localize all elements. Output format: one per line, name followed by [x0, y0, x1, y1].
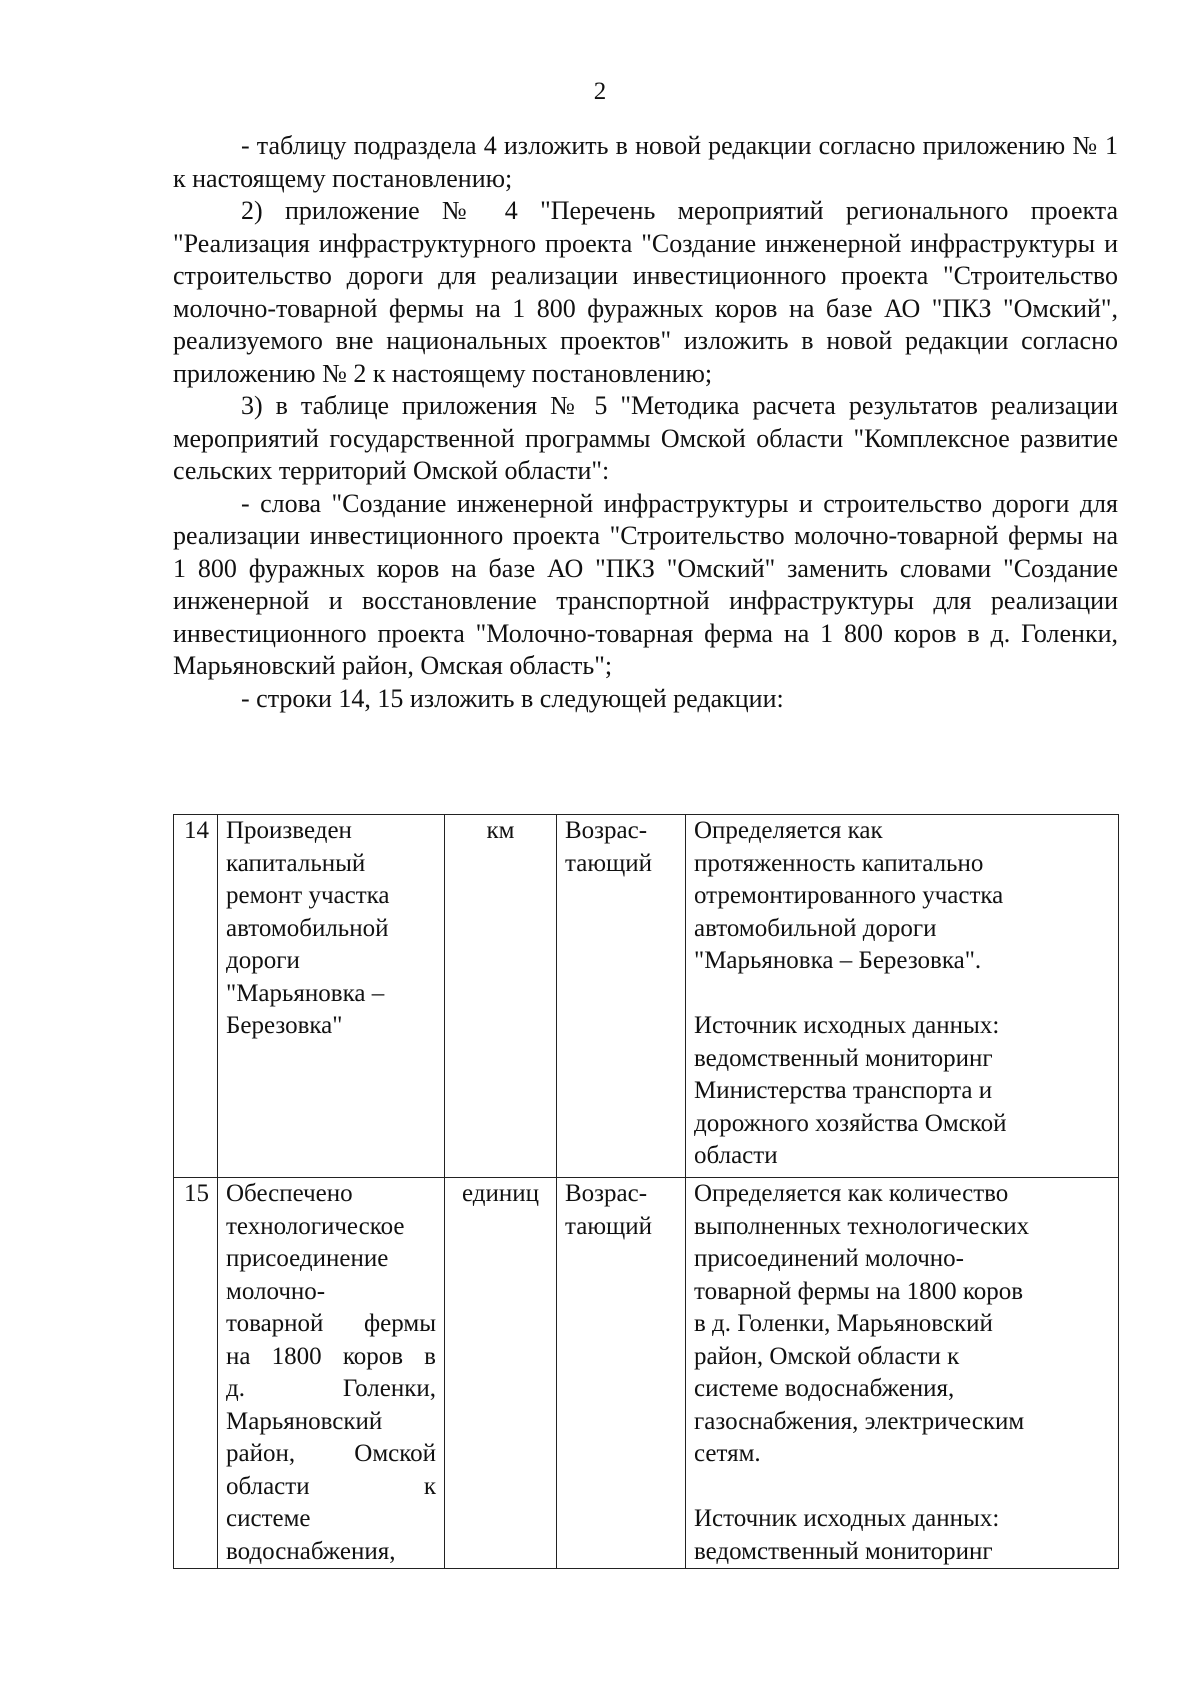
paragraph-appendix-5: 3) в таблице приложения № 5 "Методика расчета результатов реализации мероприятий государственной программы Омской области "Комплексное развитие сельских территорий Омской области": — [173, 391, 1118, 485]
desc-gap — [694, 1471, 1110, 1504]
desc-line: район, Омской области к — [694, 1342, 960, 1370]
unit-cell: км — [445, 815, 557, 1178]
desc-line: "Марьяновка – Березовка". — [694, 947, 982, 974]
source-line: ведомственный мониторинг — [694, 1537, 993, 1565]
name-line: дороги — [226, 947, 300, 974]
name-line: Произведен — [226, 817, 352, 844]
desc-line: в д. Голенки, Марьяновский — [694, 1310, 993, 1337]
desc-line: выполненных технологических — [694, 1212, 1030, 1240]
name-line: Обеспечено — [226, 1180, 353, 1207]
name-line: системе — [226, 1505, 311, 1532]
trend-cell — [557, 815, 686, 1178]
paragraph-rows-intro: - строки 14, 15 изложить в следующей редакции: — [241, 683, 784, 713]
row-number: 14 — [174, 815, 218, 1178]
indicator-name-cell — [218, 1178, 445, 1569]
method-description-cell — [686, 815, 1119, 1178]
trend-line: тающий — [565, 849, 653, 877]
name-line: район, Омской — [226, 1440, 436, 1467]
name-line: водоснабжения, — [226, 1537, 396, 1565]
desc-line: отремонтированного участка — [694, 882, 1004, 909]
desc-line: системе водоснабжения, — [694, 1375, 955, 1402]
name-line: автомобильной — [226, 914, 389, 942]
name-line: присоединение — [226, 1245, 389, 1272]
source-line: ведомственный мониторинг — [694, 1044, 993, 1072]
desc-line: товарной фермы на 1800 коров — [694, 1277, 1024, 1305]
desc-line: Определяется как количество — [694, 1180, 1009, 1207]
trend-cell — [557, 1178, 686, 1569]
source-line: области — [694, 1142, 778, 1169]
indicator-name-cell — [218, 815, 445, 1178]
desc-gap — [694, 978, 1110, 1011]
source-line: дорожного хозяйства Омской — [694, 1109, 1007, 1137]
source-line: Министерства транспорта и — [694, 1077, 993, 1104]
unit-cell: единиц — [445, 1178, 557, 1569]
name-line: товарной фермы — [226, 1310, 436, 1337]
name-line: технологическое — [226, 1212, 405, 1240]
name-line: области к — [226, 1472, 436, 1500]
source-line: Источник исходных данных: — [694, 1012, 1000, 1039]
name-line: на 1800 коров в — [226, 1342, 436, 1370]
name-line: Марьяновский — [226, 1407, 383, 1435]
body-text — [173, 130, 1118, 715]
table-row — [174, 815, 1119, 1178]
name-line: молочно- — [226, 1277, 326, 1305]
desc-line: сетям. — [694, 1440, 761, 1467]
paragraph-words-replace: - слова "Создание инженерной инфраструктуры и строительство дороги для реализации инвестиционного проекта "Строительство молочно-товарной фермы на 1 800 фуражных коров на базе АО "ПКЗ "Омский" заменить словами "Создание инженерной и восстановление транспортной инфраструктуры для реализации инвестиционного проекта "Молочно-товарная ферма на 1 800 коров в д. Голенки, Марьяновский район, Омская область"; — [173, 488, 1118, 680]
desc-line: газоснабжения, электрическим — [694, 1407, 1025, 1435]
method-description-cell — [686, 1178, 1119, 1569]
desc-line: протяженность капитально — [694, 849, 984, 877]
trend-line: тающий — [565, 1212, 653, 1240]
trend-line: Возрас- — [565, 1180, 648, 1207]
desc-line: присоединений молочно- — [694, 1245, 964, 1272]
name-line: капитальный — [226, 849, 366, 877]
source-line: Источник исходных данных: — [694, 1505, 1000, 1532]
page-number: 2 — [593, 78, 607, 105]
row-number: 15 — [174, 1178, 218, 1569]
name-line: д. Голенки, — [226, 1375, 436, 1402]
trend-line: Возрас- — [565, 817, 648, 844]
indicator-table — [173, 814, 1119, 1569]
paragraph-appendix-4: 2) приложение № 4 "Перечень мероприятий регионального проекта "Реализация инфраструктурного проекта "Создание инженерной инфраструктуры и строительство дороги для реализации инвестиционного проекта "Строительство молочно-товарной фермы на 1 800 фуражных коров на базе АО "ПКЗ "Омский", реализуемого вне национальных проектов" изложить в новой редакции согласно приложению № 2 к настоящему постановлению; — [173, 196, 1118, 388]
name-line: Березовка" — [226, 1012, 343, 1039]
desc-line: Определяется как — [694, 817, 883, 844]
name-line: ремонт участка — [226, 882, 390, 909]
name-line: "Марьяновка – — [226, 979, 385, 1007]
table-row — [174, 1178, 1119, 1569]
paragraph-table-subsection: - таблицу подраздела 4 изложить в новой редакции согласно приложению № 1 к настоящему постановлению; — [173, 131, 1118, 193]
desc-line: автомобильной дороги — [694, 914, 937, 942]
